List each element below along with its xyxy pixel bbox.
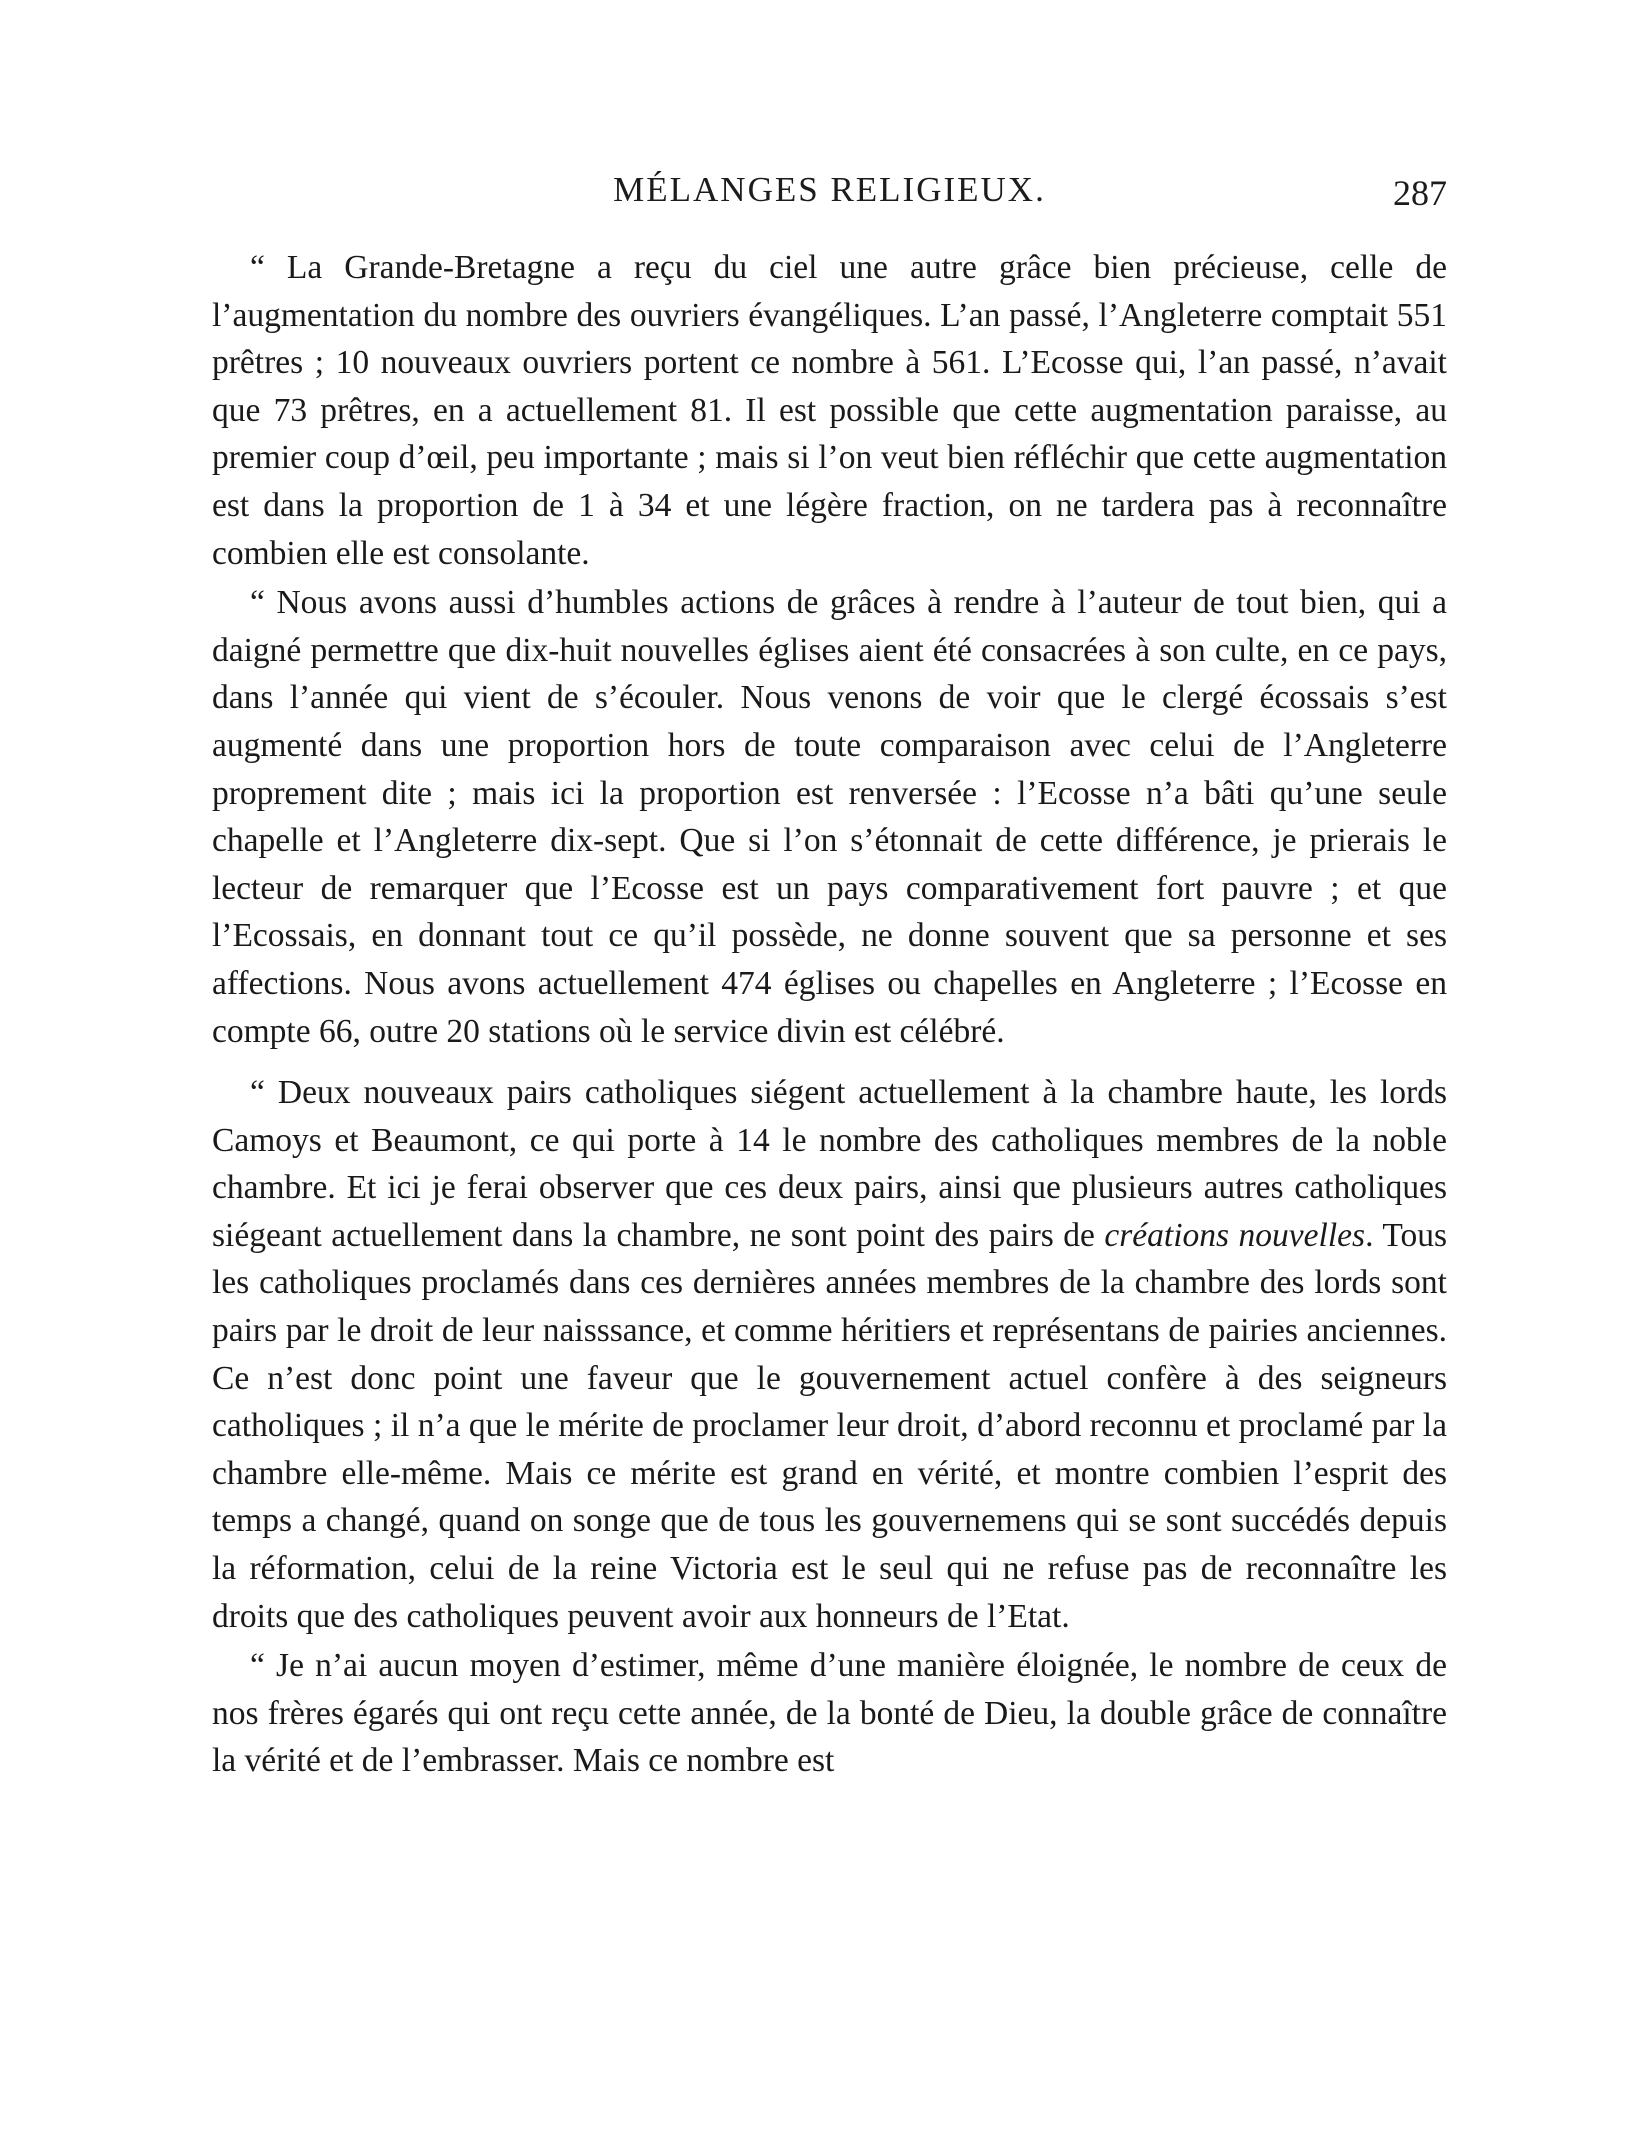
paragraph-catholic-peers-part1: “ Deux nouveaux pairs catholiques siégent actuellement à la chambre haute, les lords Camoys et Beaumont, ce qui porte à 14 le nombre des catholiques membres de la noble chambre. Et ici je ferai observer que ces deux pairs, ainsi que plusieurs autres catholiques siégeant actuellement dans la chambre, ne sont point des pairs de — [212, 1074, 1447, 1254]
page-header — [212, 170, 1447, 230]
paragraph-converts: “ Je n’ai aucun moyen d’estimer, même d’une manière éloignée, le nombre de ceux de nos frères égarés qui ont reçu cette année, de la bonté de Dieu, la double grâce de connaître la vérité et de l’embrasser. Mais ce nombre est — [212, 1647, 1447, 1780]
paragraph-new-churches: “ Nous avons aussi d’humbles actions de grâces à rendre à l’auteur de tout bien, qui a daigné permettre que dix-huit nouvelles églises aient été consacrées à son culte, en ce pays, dans l’année qui vient de s’écouler. Nous venons de voir que le clergé écossais s’est augmenté dans une proportion hors de toute comparaison avec celui de l’Angleterre proprement dite ; mais ici la proportion est renversée : l’Ecosse n’a bâti qu’une seule chapelle et l’Angleterre dix-sept. Que si l’on s’étonnait de cette différence, je prierais le lecteur de remarquer que l’Ecosse est un pays comparativement fort pauvre ; et que l’Ecossais, en donnant tout ce qu’il possède, ne donne souvent que sa personne et ses affections. Nous avons actuellement 474 églises ou chapelles en Angleterre ; l’Ecosse en compte 66, outre 20 stations où le service divin est célébré. — [212, 584, 1447, 1050]
paragraph-catholic-peers — [212, 1069, 1447, 1640]
paragraph-clergy-growth: “ La Grande-Bretagne a reçu du ciel une autre grâce bien précieuse, celle de l’augmentation du nombre des ouvriers évangéliques. L’an passé, l’Angleterre comptait 551 prêtres ; 10 nouveaux ouvriers portent ce nombre à 561. L’Ecosse qui, l’an passé, n’avait que 73 prêtres, en a actuellement 81. Il est possible que cette augmentation paraisse, au premier coup d’œil, peu importante ; mais si l’on veut bien réfléchir que cette augmentation est dans la proportion de 1 à 34 et une légère fraction, on ne tardera pas à reconnaître combien elle est consolante. — [212, 249, 1447, 572]
emphasis-creations-nouvelles: créations nouvelles — [1104, 1216, 1366, 1254]
page-number: 287 — [1393, 173, 1447, 213]
body-text — [212, 244, 1447, 1785]
running-title: MÉLANGES RELIGIEUX. — [613, 170, 1046, 209]
paragraph-catholic-peers-part2: . Tous les catholiques proclamés dans ces dernières années membres de la chambre des lords sont pairs par le droit de leur naisssance, et comme héritiers et représentans de pairies anciennes. Ce n’est donc point une faveur que le gouvernement actuel confère à des seigneurs catholiques ; il n’a que le mérite de proclamer leur droit, d’abord reconnu et proclamé par la chambre elle-même. Mais ce mérite est grand en vérité, et montre combien l’esprit des temps a changé, quand on songe que de tous les gouvernemens qui se sont succédés depuis la réformation, celui de la reine Victoria est le seul qui ne refuse pas de reconnaître les droits que des catholiques peuvent avoir aux honneurs de l’Etat. — [212, 1216, 1447, 1635]
